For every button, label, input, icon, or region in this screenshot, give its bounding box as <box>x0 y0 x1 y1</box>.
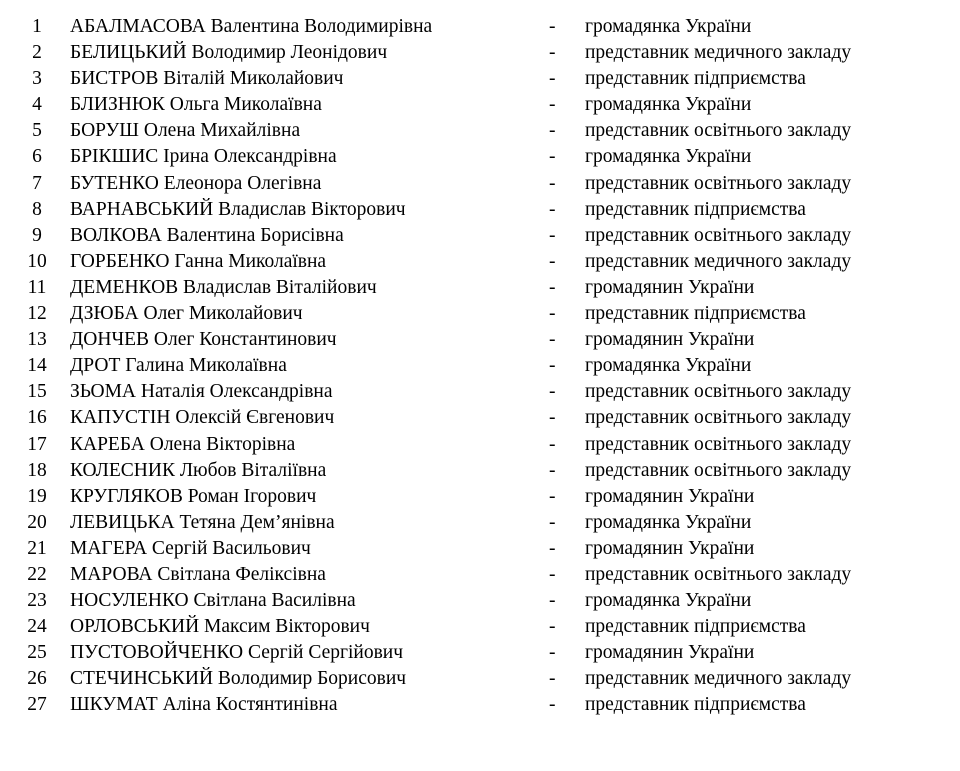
list-item <box>0 249 960 275</box>
separator-dash: - <box>549 329 556 351</box>
separator-dash: - <box>549 668 556 690</box>
row-number: 18 <box>27 459 47 481</box>
separator-dash: - <box>549 16 556 37</box>
list-item <box>0 327 960 353</box>
row-number: 21 <box>27 537 47 559</box>
member-role: представник медичного закладу <box>585 668 852 690</box>
list-item <box>0 484 960 510</box>
list-item <box>0 640 960 666</box>
member-name: ГОРБЕНКО Ганна Миколаївна <box>70 250 327 272</box>
member-role: представник освітнього закладу <box>585 381 852 403</box>
member-name: АБАЛМАСОВА Валентина Володимирівна <box>70 16 433 37</box>
separator-dash: - <box>549 433 556 455</box>
separator-dash: - <box>549 68 556 90</box>
member-name: ВАРНАВСЬКИЙ Владислав Вікторович <box>70 198 406 220</box>
separator-dash: - <box>549 172 556 194</box>
member-list <box>0 14 960 719</box>
list-item <box>0 353 960 379</box>
list-item <box>0 379 960 405</box>
separator-dash: - <box>549 303 556 325</box>
row-number: 25 <box>27 642 47 664</box>
member-role: представник освітнього закладу <box>585 224 852 246</box>
member-name: ШКУМАТ Аліна Костянтинівна <box>70 694 338 716</box>
row-number: 1 <box>32 16 42 37</box>
member-name: БРІКШИС Ірина Олександрівна <box>70 146 337 168</box>
row-number: 26 <box>27 668 47 690</box>
list-item <box>0 562 960 588</box>
list-item <box>0 92 960 118</box>
member-role: представник підприємства <box>585 303 806 325</box>
member-name: ПУСТОВОЙЧЕНКО Сергій Сергійович <box>70 642 404 664</box>
member-role: громадянка України <box>585 146 752 168</box>
separator-dash: - <box>549 407 556 429</box>
member-name: МАРОВА Світлана Феліксівна <box>70 563 326 585</box>
member-name: КРУГЛЯКОВ Роман Ігорович <box>70 485 317 507</box>
member-name: КОЛЕСНИК Любов Віталіївна <box>70 459 327 481</box>
member-role: представник освітнього закладу <box>585 407 852 429</box>
list-item <box>0 144 960 170</box>
row-number: 7 <box>32 172 42 194</box>
member-role: представник медичного закладу <box>585 42 852 64</box>
member-role: представник освітнього закладу <box>585 120 852 142</box>
list-item <box>0 432 960 458</box>
row-number: 13 <box>27 329 47 351</box>
separator-dash: - <box>549 459 556 481</box>
row-number: 19 <box>27 485 47 507</box>
row-number: 9 <box>32 224 42 246</box>
row-number: 22 <box>27 563 47 585</box>
row-number: 12 <box>27 303 47 325</box>
list-item <box>0 692 960 718</box>
row-number: 20 <box>27 511 47 533</box>
member-name: ВОЛКОВА Валентина Борисівна <box>70 224 344 246</box>
list-item <box>0 40 960 66</box>
member-name: ДЕМЕНКОВ Владислав Віталійович <box>70 276 377 298</box>
member-role: громадянка України <box>585 511 752 533</box>
list-item <box>0 301 960 327</box>
member-name: НОСУЛЕНКО Світлана Василівна <box>70 590 356 612</box>
member-name: МАГЕРА Сергій Васильович <box>70 537 311 559</box>
member-name: БЛИЗНЮК Ольга Миколаївна <box>70 94 322 116</box>
list-item <box>0 171 960 197</box>
list-item <box>0 536 960 562</box>
list-item <box>0 510 960 536</box>
separator-dash: - <box>549 511 556 533</box>
list-item <box>0 458 960 484</box>
member-role: громадянка України <box>585 16 752 37</box>
member-name: БОРУШ Олена Михайлівна <box>70 120 301 142</box>
row-number: 14 <box>27 355 47 377</box>
separator-dash: - <box>549 563 556 585</box>
separator-dash: - <box>549 146 556 168</box>
separator-dash: - <box>549 198 556 220</box>
list-item <box>0 118 960 144</box>
separator-dash: - <box>549 485 556 507</box>
member-name: БИСТРОВ Віталій Миколайович <box>70 68 344 90</box>
row-number: 5 <box>32 120 42 142</box>
member-role: представник підприємства <box>585 616 806 638</box>
separator-dash: - <box>549 694 556 716</box>
member-role: громадянин України <box>585 485 755 507</box>
member-name: СТЕЧИНСЬКИЙ Володимир Борисович <box>70 668 407 690</box>
member-name: ДОНЧЕВ Олег Константинович <box>70 329 337 351</box>
row-number: 10 <box>27 250 47 272</box>
member-name: КАПУСТІН Олексій Євгенович <box>70 407 335 429</box>
member-role: громадянин України <box>585 642 755 664</box>
member-name: ДРОТ Галина Миколаївна <box>70 355 287 377</box>
member-role: громадянин України <box>585 329 755 351</box>
row-number: 3 <box>32 68 42 90</box>
member-name: ЛЕВИЦЬКА Тетяна Дем’янівна <box>70 511 335 533</box>
member-name: ОРЛОВСЬКИЙ Максим Вікторович <box>70 616 370 638</box>
member-name: КАРЕБА Олена Вікторівна <box>70 433 296 455</box>
member-role: представник освітнього закладу <box>585 459 852 481</box>
row-number: 6 <box>32 146 42 168</box>
separator-dash: - <box>549 381 556 403</box>
separator-dash: - <box>549 276 556 298</box>
member-role: представник освітнього закладу <box>585 563 852 585</box>
member-role: громадянка України <box>585 590 752 612</box>
separator-dash: - <box>549 590 556 612</box>
separator-dash: - <box>549 120 556 142</box>
list-item <box>0 614 960 640</box>
row-number: 24 <box>27 616 47 638</box>
member-role: представник освітнього закладу <box>585 172 852 194</box>
list-item <box>0 275 960 301</box>
member-name: БУТЕНКО Елеонора Олегівна <box>70 172 322 194</box>
member-role: представник підприємства <box>585 694 806 716</box>
separator-dash: - <box>549 537 556 559</box>
separator-dash: - <box>549 250 556 272</box>
separator-dash: - <box>549 42 556 64</box>
row-number: 4 <box>32 94 42 116</box>
list-item <box>0 223 960 249</box>
row-number: 15 <box>27 381 47 403</box>
member-name: ДЗЮБА Олег Миколайович <box>70 303 303 325</box>
member-role: представник медичного закладу <box>585 250 852 272</box>
member-name: БЕЛИЦЬКИЙ Володимир Леонідович <box>70 42 388 64</box>
member-role: представник підприємства <box>585 198 806 220</box>
member-role: громадянка України <box>585 355 752 377</box>
separator-dash: - <box>549 355 556 377</box>
row-number: 2 <box>32 42 42 64</box>
row-number: 16 <box>27 407 47 429</box>
list-item <box>0 405 960 431</box>
separator-dash: - <box>549 94 556 116</box>
member-role: громадянин України <box>585 276 755 298</box>
member-role: представник освітнього закладу <box>585 433 852 455</box>
list-item <box>0 66 960 92</box>
member-name: ЗЬОМА Наталія Олександрівна <box>70 381 333 403</box>
row-number: 23 <box>27 590 47 612</box>
row-number: 11 <box>27 276 47 298</box>
row-number: 8 <box>32 198 42 220</box>
member-role: громадянин України <box>585 537 755 559</box>
member-role: представник підприємства <box>585 68 806 90</box>
separator-dash: - <box>549 642 556 664</box>
separator-dash: - <box>549 616 556 638</box>
member-role: громадянка України <box>585 94 752 116</box>
list-item <box>0 588 960 614</box>
separator-dash: - <box>549 224 556 246</box>
row-number: 27 <box>27 694 47 716</box>
list-item <box>0 14 960 40</box>
row-number: 17 <box>27 433 47 455</box>
list-item <box>0 197 960 223</box>
list-item <box>0 666 960 692</box>
